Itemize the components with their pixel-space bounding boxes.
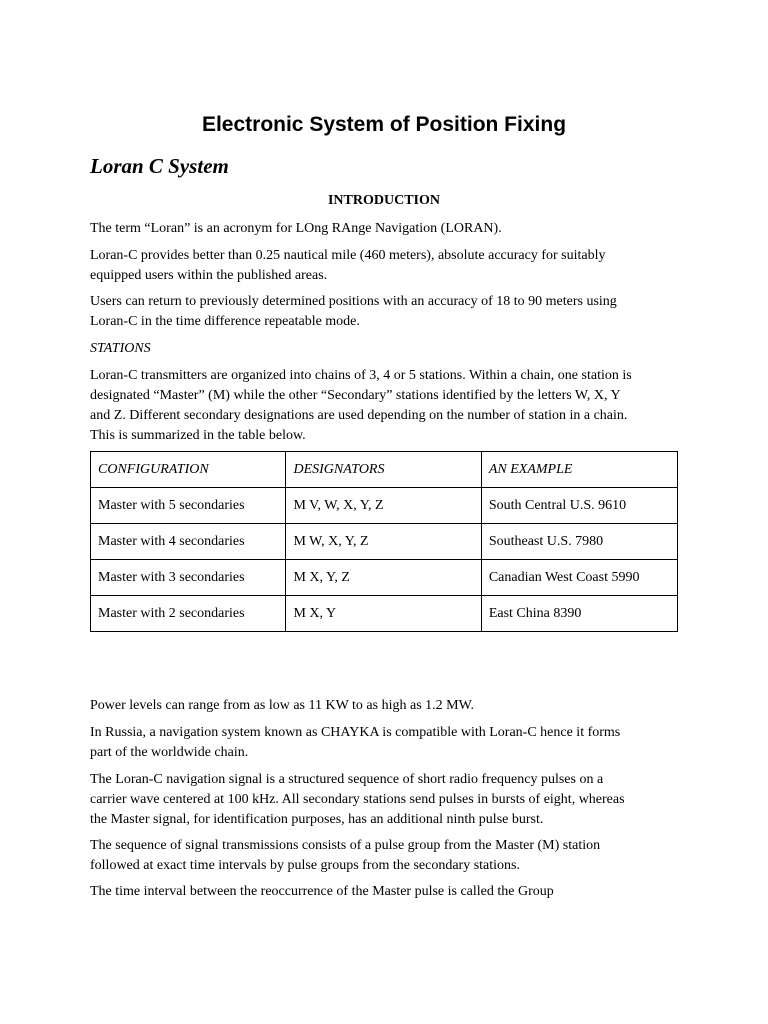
paragraph-signal-structure <box>90 770 680 830</box>
table-row <box>91 560 678 596</box>
paragraph-line: The term “Loran” is an acronym for LOng RAnge Navigation (LORAN). <box>90 221 502 236</box>
table-header-configuration: CONFIGURATION <box>91 452 286 488</box>
table-cell: Master with 2 secondaries <box>91 596 286 632</box>
table-cell: M X, Y <box>286 596 481 632</box>
table-cell: Southeast U.S. 7980 <box>481 524 677 560</box>
paragraph-group-interval <box>90 882 680 902</box>
paragraph-stations <box>90 366 680 446</box>
paragraph-line: part of the worldwide chain. <box>90 745 249 760</box>
paragraph-line: designated “Master” (M) while the other “Secondary” stations identified by the letters W, X, Y <box>90 388 621 403</box>
table-row <box>91 596 678 632</box>
table-cell: Master with 5 secondaries <box>91 488 286 524</box>
paragraph-line: Users can return to previously determined positions with an accuracy of 18 to 90 meters using <box>90 294 617 309</box>
paragraph-line: and Z. Different secondary designations are used depending on the number of station in a chain. <box>90 408 628 423</box>
configuration-table <box>90 451 678 632</box>
paragraph-line: The Loran-C navigation signal is a structured sequence of short radio frequency pulses on a <box>90 772 604 787</box>
paragraph-line: The sequence of signal transmissions consists of a pulse group from the Master (M) station <box>90 838 601 853</box>
stations-heading: STATIONS <box>90 341 151 356</box>
table-header-example: AN EXAMPLE <box>481 452 677 488</box>
table-cell: Canadian West Coast 5990 <box>481 560 677 596</box>
paragraph-line: the Master signal, for identification purposes, has an additional ninth pulse burst. <box>90 812 544 827</box>
table-header-designators: DESIGNATORS <box>286 452 481 488</box>
paragraph-line: carrier wave centered at 100 kHz. All secondary stations send pulses in bursts of eight, whereas <box>90 792 625 807</box>
paragraph-line: Loran-C provides better than 0.25 nautical mile (460 meters), absolute accuracy for suitably <box>90 248 606 263</box>
paragraph-chayka <box>90 723 680 763</box>
paragraph-line: Loran-C transmitters are organized into chains of 3, 4 or 5 stations. Within a chain, one station is <box>90 368 632 383</box>
paragraph-power-levels <box>90 696 680 716</box>
paragraph-line: equipped users within the published areas. <box>90 268 328 283</box>
table-row <box>91 488 678 524</box>
paragraph-transmission-sequence <box>90 836 680 876</box>
paragraph-line: This is summarized in the table below. <box>90 428 306 443</box>
paragraph-accuracy <box>90 246 680 286</box>
table-row <box>91 524 678 560</box>
paragraph-line: Loran-C in the time difference repeatable mode. <box>90 314 360 329</box>
paragraph-loran-acronym <box>90 219 680 239</box>
table-cell: Master with 3 secondaries <box>91 560 286 596</box>
paragraph-line: In Russia, a navigation system known as CHAYKA is compatible with Loran-C hence it forms <box>90 725 621 740</box>
paragraph-line: Power levels can range from as low as 11 KW to as high as 1.2 MW. <box>90 698 475 713</box>
paragraph-line: The time interval between the reoccurrence of the Master pulse is called the Group <box>90 884 554 899</box>
table-cell: M V, W, X, Y, Z <box>286 488 481 524</box>
table-header-row <box>91 452 678 488</box>
paragraph-repeatable-mode <box>90 292 680 332</box>
table-cell: M W, X, Y, Z <box>286 524 481 560</box>
document-title: Electronic System of Position Fixing <box>201 113 567 136</box>
section-subtitle: Loran C System <box>90 154 229 178</box>
table-cell: M X, Y, Z <box>286 560 481 596</box>
table-cell: Master with 4 secondaries <box>91 524 286 560</box>
table-cell: South Central U.S. 9610 <box>481 488 677 524</box>
table-cell: East China 8390 <box>481 596 677 632</box>
paragraph-line: followed at exact time intervals by pulse groups from the secondary stations. <box>90 858 521 873</box>
introduction-heading: INTRODUCTION <box>327 193 440 208</box>
